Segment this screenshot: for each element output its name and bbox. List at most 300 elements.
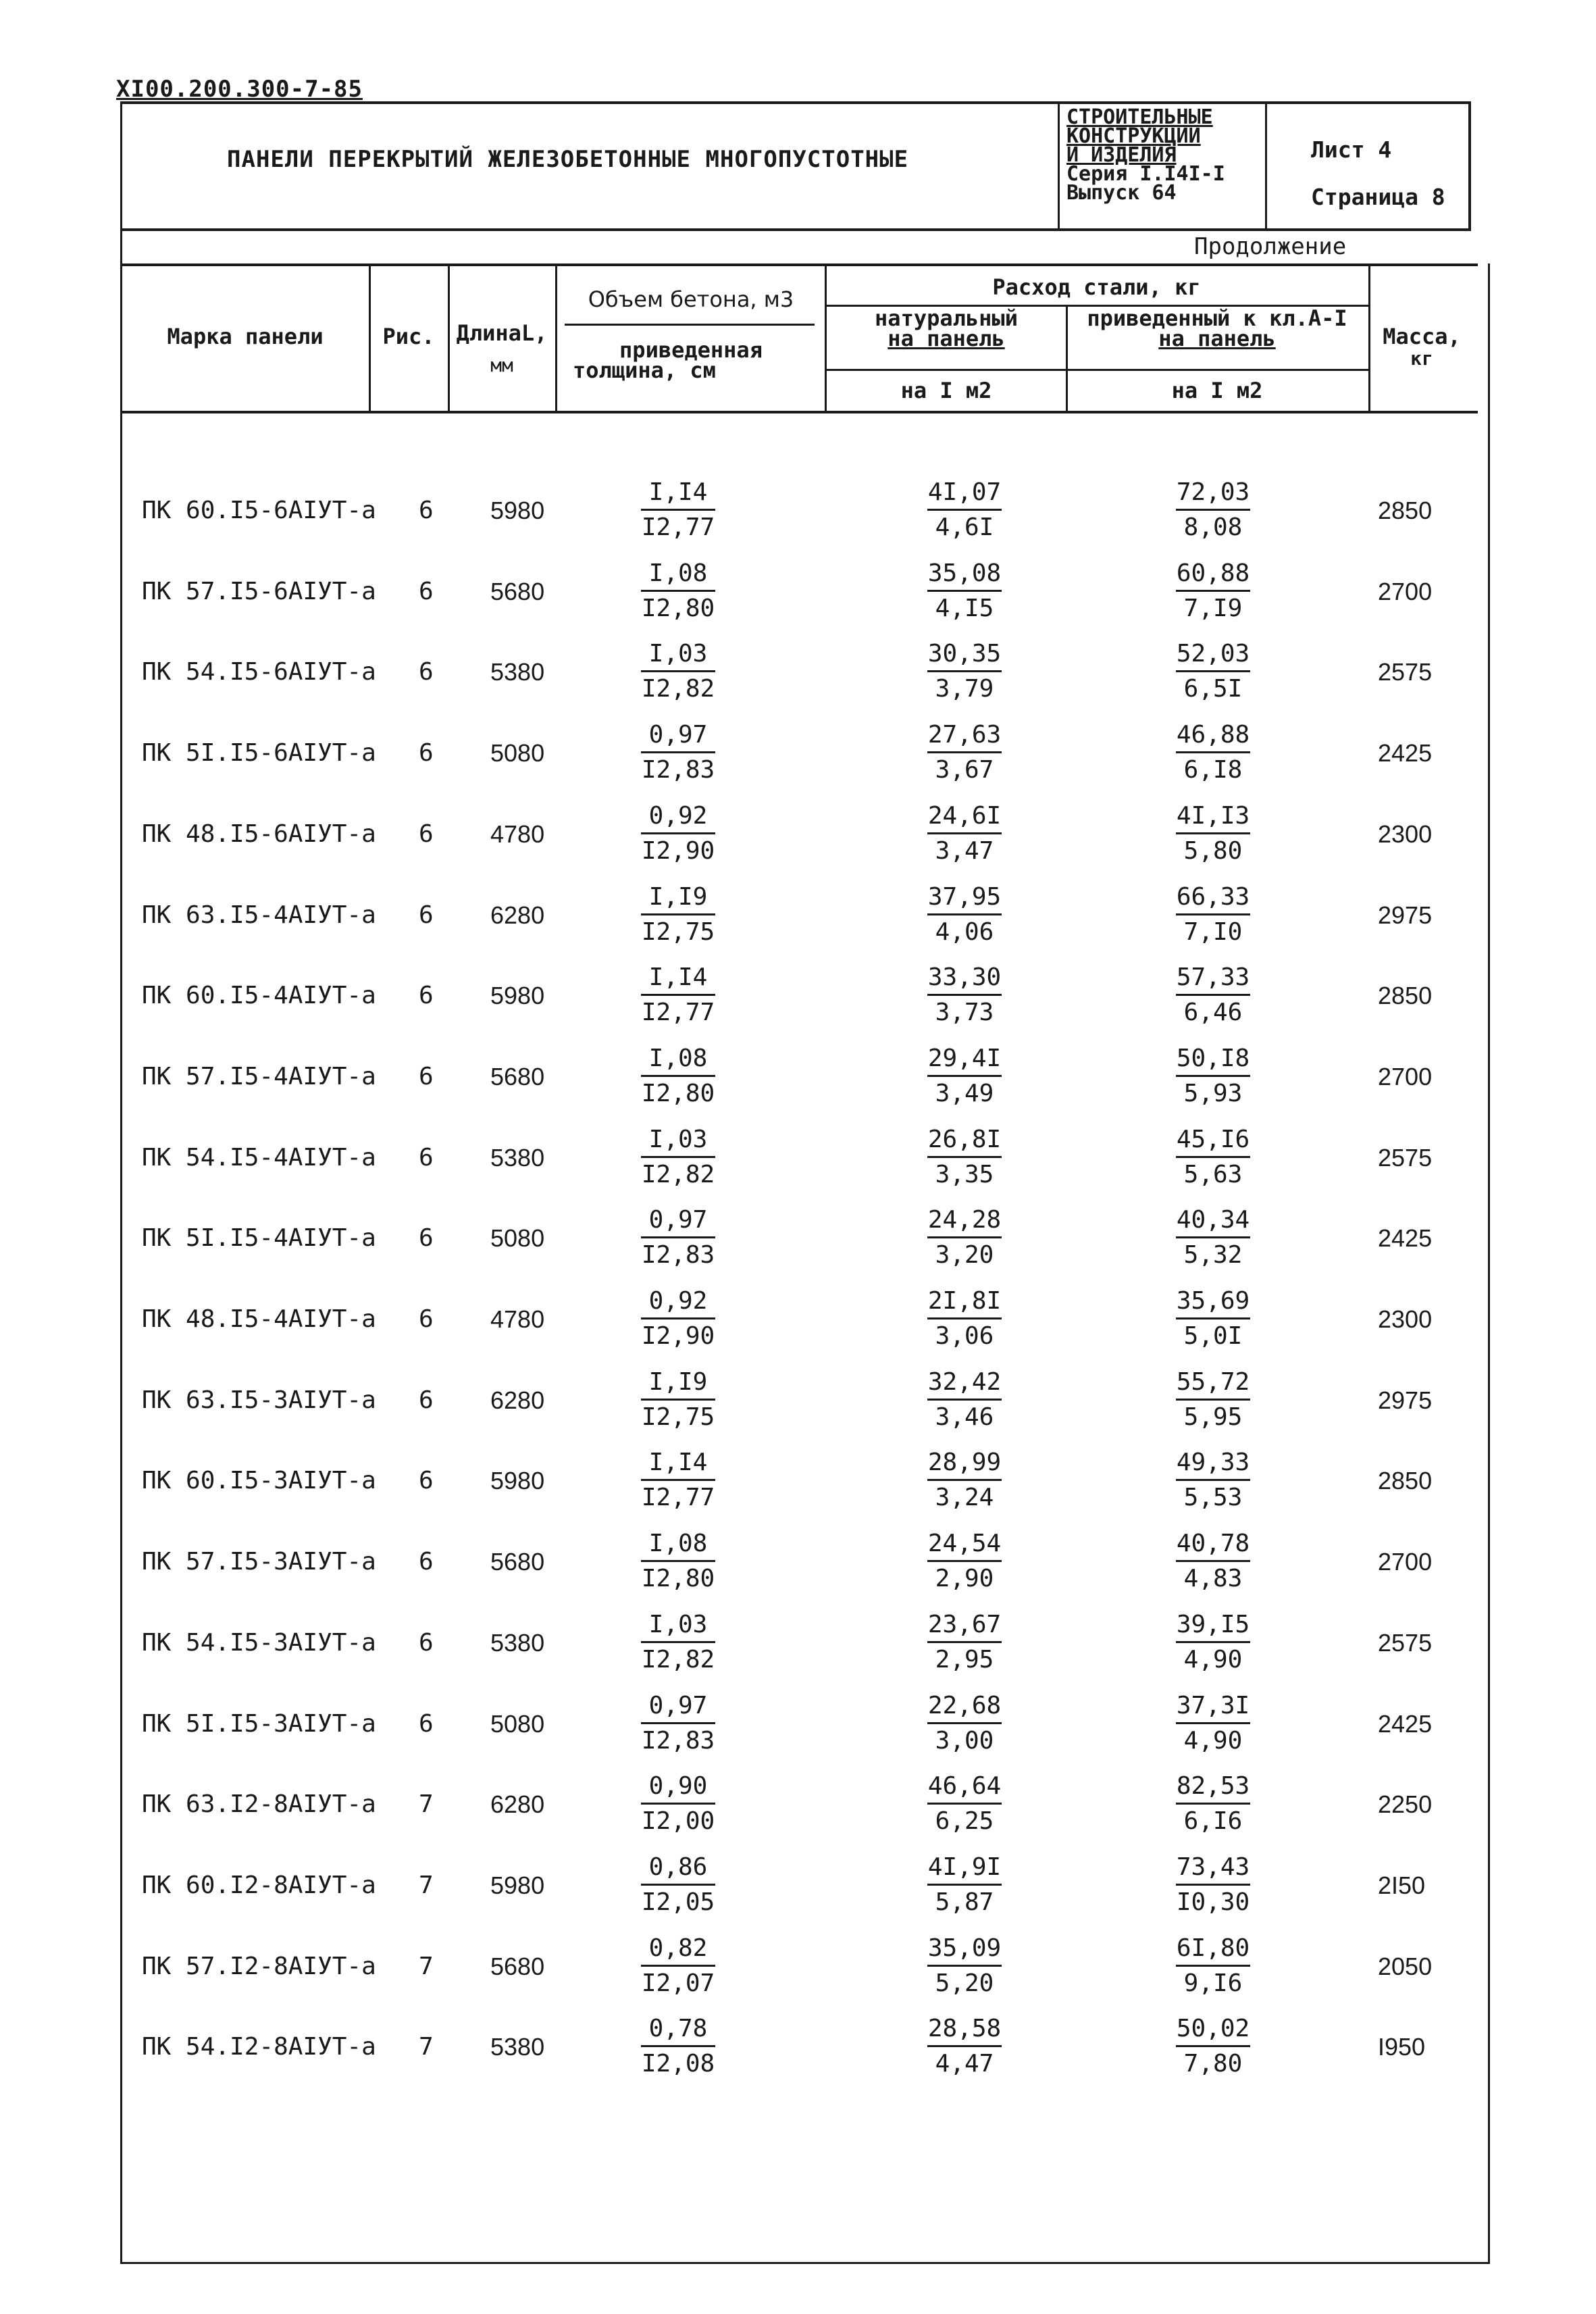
- natural-steel-per-panel: 30,35: [927, 640, 1002, 668]
- figure-number: 6: [419, 820, 434, 848]
- figure-number: 6: [419, 1467, 434, 1494]
- natural-steel-per-m2: 2,95: [935, 1646, 994, 1674]
- panel-length: 5380: [490, 1144, 545, 1172]
- natural-steel-per-m2: 3,73: [935, 999, 994, 1026]
- reduced-steel-per-panel: 55,72: [1176, 1368, 1250, 1396]
- figure-number: 7: [419, 1790, 434, 1818]
- natural-steel-per-m2: 5,20: [935, 1969, 994, 1997]
- panel-mass: 2850: [1378, 982, 1433, 1009]
- table-row: [0, 2013, 1596, 2080]
- reduced-thickness: I2,77: [641, 513, 715, 541]
- natural-steel-per-m2: 4,47: [935, 2050, 994, 2078]
- natural-steel-fraction: [897, 1609, 1032, 1677]
- header-length: ДлинаL,: [456, 320, 548, 346]
- panel-mass: 2425: [1378, 739, 1433, 767]
- reduced-steel-per-m2: 5,80: [1183, 837, 1243, 865]
- figure-number: 6: [419, 1063, 434, 1090]
- reduced-steel-fraction: [1145, 1690, 1281, 1758]
- natural-steel-fraction: [897, 1285, 1032, 1353]
- header-reduced-per-m2: на I м2: [1171, 378, 1263, 403]
- column-divider: [1066, 305, 1068, 411]
- reduced-steel-per-m2: 4,83: [1183, 1565, 1243, 1592]
- reduced-steel-per-m2: 8,08: [1183, 513, 1243, 541]
- reduced-steel-fraction: [1145, 1770, 1281, 1838]
- reduced-steel-per-panel: 57,33: [1176, 963, 1250, 991]
- panel-length: 5980: [490, 1871, 545, 1899]
- table-row: [0, 1204, 1596, 1272]
- reduced-thickness: I2,82: [641, 1646, 715, 1674]
- reduced-steel-fraction: [1145, 1932, 1281, 2001]
- panel-mass: 2050: [1378, 1953, 1433, 1980]
- concrete-volume-fraction: [611, 1204, 746, 1272]
- panel-mark: ПК 54.I2-8АIУТ-а: [142, 2033, 376, 2061]
- natural-steel-per-panel: 22,68: [927, 1692, 1002, 1719]
- panel-length: 5680: [490, 1063, 545, 1090]
- figure-number: 6: [419, 739, 434, 767]
- panel-mass: I950: [1378, 2033, 1426, 2061]
- concrete-volume: I,08: [648, 1530, 708, 1557]
- natural-steel-per-m2: 3,47: [935, 837, 994, 865]
- reduced-thickness: I2,05: [641, 1888, 715, 1916]
- header-reduced-steel: приведенный к кл.А-I на панель: [1087, 305, 1347, 351]
- panel-mark: ПК 57.I5-6АIУТ-а: [142, 578, 376, 605]
- header-mark: Марка панели: [167, 324, 324, 349]
- natural-steel-fraction: [897, 1042, 1032, 1111]
- panel-mass: 2575: [1378, 1144, 1433, 1172]
- header-reduced-thickness-unit: толщина, см: [573, 357, 716, 383]
- concrete-volume-fraction: [611, 1932, 746, 2001]
- panel-length: 5080: [490, 739, 545, 767]
- figure-number: 6: [419, 1629, 434, 1657]
- concrete-volume: I,I4: [648, 478, 708, 506]
- figure-number: 6: [419, 1548, 434, 1576]
- concrete-volume: I,I4: [648, 1449, 708, 1476]
- reduced-thickness: I2,08: [641, 2050, 715, 2078]
- figure-number: 7: [419, 2033, 434, 2061]
- natural-steel-fraction: [897, 1851, 1032, 1919]
- concrete-volume-fraction: [611, 1609, 746, 1677]
- natural-steel-per-m2: 3,67: [935, 756, 994, 784]
- panel-mass: 2575: [1378, 1629, 1433, 1657]
- reduced-steel-per-panel: 6I,80: [1176, 1934, 1250, 1962]
- natural-steel-fraction: [897, 1528, 1032, 1596]
- panel-mass: 2700: [1378, 1548, 1433, 1576]
- reduced-steel-per-m2: 5,63: [1183, 1161, 1243, 1188]
- reduced-steel-fraction: [1145, 1609, 1281, 1677]
- reduced-steel-per-panel: 40,78: [1176, 1530, 1250, 1557]
- header-natural-per-m2: на I м2: [900, 378, 992, 403]
- table-row: [0, 1042, 1596, 1110]
- panel-length: 5680: [490, 1548, 545, 1576]
- concrete-volume-fraction: [611, 800, 746, 868]
- panel-mark: ПК 60.I5-3АIУТ-а: [142, 1467, 376, 1494]
- concrete-volume: 0,86: [648, 1853, 708, 1881]
- reduced-steel-per-panel: 46,88: [1176, 721, 1250, 749]
- panel-mark: ПК 54.I5-6АIУТ-а: [142, 658, 376, 686]
- natural-steel-fraction: [897, 557, 1032, 626]
- reduced-thickness: I2,90: [641, 837, 715, 865]
- natural-steel-per-m2: 3,20: [935, 1241, 994, 1269]
- panel-mass: 2850: [1378, 1467, 1433, 1494]
- panel-length: 5980: [490, 982, 545, 1009]
- figure-number: 6: [419, 1224, 434, 1252]
- natural-steel-fraction: [897, 2013, 1032, 2081]
- concrete-volume: 0,97: [648, 1692, 708, 1719]
- reduced-steel-per-panel: 35,69: [1176, 1287, 1250, 1315]
- natural-steel-per-m2: 3,00: [935, 1727, 994, 1755]
- reduced-steel-per-m2: 7,80: [1183, 2050, 1243, 2078]
- panel-length: 6280: [490, 1386, 545, 1414]
- natural-steel-fraction: [897, 961, 1032, 1030]
- column-divider: [369, 266, 371, 411]
- reduced-steel-per-m2: 5,93: [1183, 1080, 1243, 1107]
- reduced-steel-per-m2: 5,95: [1183, 1403, 1243, 1431]
- reduced-steel-fraction: [1145, 800, 1281, 868]
- header-reduced-thickness: приведенная: [619, 337, 763, 363]
- panel-mark: ПК 57.I5-3АIУТ-а: [142, 1548, 376, 1576]
- reduced-steel-per-panel: 50,02: [1176, 2015, 1250, 2042]
- panel-mass: 2300: [1378, 820, 1433, 848]
- concrete-volume: 0,90: [648, 1772, 708, 1800]
- natural-steel-per-panel: 4I,9I: [927, 1853, 1002, 1881]
- natural-steel-per-m2: 6,25: [935, 1807, 994, 1835]
- figure-number: 6: [419, 901, 434, 929]
- figure-number: 7: [419, 1871, 434, 1899]
- reduced-steel-fraction: [1145, 2013, 1281, 2081]
- natural-steel-per-panel: 28,99: [927, 1449, 1002, 1476]
- natural-steel-per-m2: 3,24: [935, 1484, 994, 1511]
- panel-length: 6280: [490, 1790, 545, 1818]
- concrete-volume: I,03: [648, 1611, 708, 1638]
- column-divider: [555, 266, 557, 411]
- natural-steel-per-panel: 35,09: [927, 1934, 1002, 1962]
- column-divider: [448, 266, 450, 411]
- reduced-steel-per-panel: 45,I6: [1176, 1126, 1250, 1153]
- reduced-thickness: I2,77: [641, 1484, 715, 1511]
- concrete-volume-fraction: [611, 476, 746, 545]
- panel-mass: 2700: [1378, 578, 1433, 605]
- panel-length: 5980: [490, 1467, 545, 1494]
- reduced-steel-fraction: [1145, 476, 1281, 545]
- table-row: [0, 638, 1596, 705]
- panel-length: 5380: [490, 1629, 545, 1657]
- concrete-volume-fraction: [611, 961, 746, 1030]
- natural-steel-fraction: [897, 476, 1032, 545]
- panel-mass: 2300: [1378, 1305, 1433, 1333]
- panel-length: 5980: [490, 497, 545, 524]
- reduced-steel-fraction: [1145, 881, 1281, 949]
- figure-number: 6: [419, 497, 434, 524]
- reduced-thickness: I2,82: [641, 675, 715, 703]
- reduced-steel-per-panel: 39,I5: [1176, 1611, 1250, 1638]
- concrete-volume-fraction: [611, 881, 746, 949]
- continuation-label: Продолжение: [1194, 233, 1347, 260]
- panel-mark: ПК 57.I5-4АIУТ-а: [142, 1063, 376, 1090]
- concrete-volume: 0,92: [648, 802, 708, 830]
- reduced-thickness: I2,80: [641, 1565, 715, 1592]
- natural-steel-per-m2: 4,06: [935, 918, 994, 946]
- natural-steel-per-panel: 33,30: [927, 963, 1002, 991]
- panel-mass: 2425: [1378, 1710, 1433, 1738]
- natural-steel-fraction: [897, 1770, 1032, 1838]
- natural-steel-per-panel: 23,67: [927, 1611, 1002, 1638]
- natural-steel-per-m2: 2,90: [935, 1565, 994, 1592]
- reduced-steel-per-panel: 72,03: [1176, 478, 1250, 506]
- panel-mark: ПК 54.I5-3АIУТ-а: [142, 1629, 376, 1657]
- panel-length: 4780: [490, 820, 545, 848]
- natural-steel-per-panel: 4I,07: [927, 478, 1002, 506]
- reduced-thickness: I2,07: [641, 1969, 715, 1997]
- table-row: [0, 961, 1596, 1029]
- natural-steel-per-panel: 28,58: [927, 2015, 1002, 2042]
- concrete-volume: I,03: [648, 1126, 708, 1153]
- table-row: [0, 1932, 1596, 2000]
- panel-mark: ПК 48.I5-4АIУТ-а: [142, 1305, 376, 1333]
- concrete-volume-fraction: [611, 1851, 746, 1919]
- panel-mark: ПК 5I.I5-3АIУТ-а: [142, 1710, 376, 1738]
- natural-steel-per-panel: 26,8I: [927, 1126, 1002, 1153]
- natural-steel-per-panel: 32,42: [927, 1368, 1002, 1396]
- concrete-volume: 0,78: [648, 2015, 708, 2042]
- header-steel: Расход стали, кг: [992, 274, 1201, 300]
- title-block: [120, 101, 1471, 231]
- table-row: [0, 881, 1596, 949]
- concrete-volume-fraction: [611, 1770, 746, 1838]
- header-volume: Объем бетона, м3: [588, 286, 794, 312]
- reduced-steel-per-m2: 7,I9: [1183, 595, 1243, 622]
- reduced-thickness: I2,00: [641, 1807, 715, 1835]
- table-row: [0, 476, 1596, 544]
- reduced-steel-per-panel: 37,3I: [1176, 1692, 1250, 1719]
- natural-steel-per-m2: 3,79: [935, 675, 994, 703]
- panel-mark: ПК 54.I5-4АIУТ-а: [142, 1144, 376, 1172]
- panel-mark: ПК 48.I5-6АIУТ-а: [142, 820, 376, 848]
- reduced-steel-per-m2: 5,53: [1183, 1484, 1243, 1511]
- concrete-volume: I,I4: [648, 963, 708, 991]
- natural-steel-per-panel: 37,95: [927, 883, 1002, 911]
- figure-number: 6: [419, 982, 434, 1009]
- reduced-steel-per-panel: 50,I8: [1176, 1045, 1250, 1072]
- panel-mass: 2975: [1378, 1386, 1433, 1414]
- concrete-volume: 0,97: [648, 721, 708, 749]
- natural-steel-fraction: [897, 1932, 1032, 2001]
- reduced-steel-per-panel: 66,33: [1176, 883, 1250, 911]
- panel-mark: ПК 63.I5-3АIУТ-а: [142, 1386, 376, 1414]
- panel-length: 4780: [490, 1305, 545, 1333]
- reduced-steel-per-m2: 6,I6: [1183, 1807, 1243, 1835]
- reduced-steel-fraction: [1145, 638, 1281, 706]
- natural-steel-fraction: [897, 1447, 1032, 1515]
- concrete-volume: I,I9: [648, 883, 708, 911]
- reduced-thickness: I2,90: [641, 1322, 715, 1350]
- reduced-steel-fraction: [1145, 557, 1281, 626]
- reduced-thickness: I2,83: [641, 1727, 715, 1755]
- header-figure: Рис.: [382, 324, 435, 349]
- reduced-thickness: I2,83: [641, 1241, 715, 1269]
- reduced-steel-per-m2: 6,46: [1183, 999, 1243, 1026]
- frame-bottom-border: [120, 2262, 1490, 2264]
- natural-steel-per-m2: 3,06: [935, 1322, 994, 1350]
- reduced-steel-fraction: [1145, 1366, 1281, 1434]
- figure-number: 7: [419, 1953, 434, 1980]
- concrete-volume-fraction: [611, 1042, 746, 1111]
- table-row: [0, 719, 1596, 786]
- figure-number: 6: [419, 1710, 434, 1738]
- reduced-steel-per-panel: 52,03: [1176, 640, 1250, 668]
- reduced-steel-per-panel: 73,43: [1176, 1853, 1250, 1881]
- panel-mark: ПК 5I.I5-6АIУТ-а: [142, 739, 376, 767]
- natural-steel-per-m2: 3,49: [935, 1080, 994, 1107]
- natural-steel-per-panel: 2I,8I: [927, 1287, 1002, 1315]
- table-row: [0, 557, 1596, 625]
- figure-number: 6: [419, 1386, 434, 1414]
- page-number: Страница 8: [1311, 184, 1445, 210]
- concrete-volume-fraction: [611, 1690, 746, 1758]
- reduced-steel-fraction: [1145, 1124, 1281, 1192]
- reduced-steel-per-panel: 82,53: [1176, 1772, 1250, 1800]
- natural-steel-fraction: [897, 1124, 1032, 1192]
- series-line: И ИЗДЕЛИЯ: [1066, 143, 1177, 167]
- panel-length: 6280: [490, 901, 545, 929]
- panel-mark: ПК 60.I5-6АIУТ-а: [142, 497, 376, 524]
- table-row: [0, 1366, 1596, 1434]
- reduced-steel-fraction: [1145, 1042, 1281, 1111]
- reduced-steel-fraction: [1145, 1204, 1281, 1272]
- figure-number: 6: [419, 1305, 434, 1333]
- figure-number: 6: [419, 658, 434, 686]
- natural-steel-per-panel: 35,08: [927, 559, 1002, 587]
- reduced-steel-per-m2: 5,32: [1183, 1241, 1243, 1269]
- panel-mark: ПК 60.I5-4АIУТ-а: [142, 982, 376, 1009]
- header-natural: натуральный на панель: [875, 305, 1018, 351]
- natural-steel-fraction: [897, 1366, 1032, 1434]
- reduced-steel-per-panel: 60,88: [1176, 559, 1250, 587]
- reduced-steel-fraction: [1145, 1447, 1281, 1515]
- concrete-volume: 0,82: [648, 1934, 708, 1962]
- panel-length: 5080: [490, 1710, 545, 1738]
- header-rule: [565, 324, 815, 326]
- table-row: [0, 1609, 1596, 1676]
- reduced-steel-per-panel: 49,33: [1176, 1449, 1250, 1476]
- figure-number: 6: [419, 1144, 434, 1172]
- concrete-volume-fraction: [611, 1124, 746, 1192]
- panel-mass: 2575: [1378, 658, 1433, 686]
- natural-steel-fraction: [897, 800, 1032, 868]
- reduced-steel-fraction: [1145, 1528, 1281, 1596]
- concrete-volume-fraction: [611, 719, 746, 787]
- header-mass: Масса,: [1383, 324, 1461, 349]
- reduced-thickness: I2,80: [641, 595, 715, 622]
- reduced-steel-per-m2: 6,5I: [1183, 675, 1243, 703]
- natural-steel-fraction: [897, 881, 1032, 949]
- header-length-unit: мм: [490, 354, 513, 376]
- concrete-volume: I,03: [648, 640, 708, 668]
- panel-mark: ПК 57.I2-8АIУТ-а: [142, 1953, 376, 1980]
- natural-steel-fraction: [897, 1204, 1032, 1272]
- reduced-steel-per-m2: 4,90: [1183, 1646, 1243, 1674]
- panel-length: 5680: [490, 1953, 545, 1980]
- concrete-volume-fraction: [611, 1366, 746, 1434]
- natural-steel-per-panel: 24,54: [927, 1530, 1002, 1557]
- panel-mark: ПК 63.I5-4АIУТ-а: [142, 901, 376, 929]
- panel-mark: ПК 5I.I5-4АIУТ-а: [142, 1224, 376, 1252]
- reduced-steel-fraction: [1145, 1851, 1281, 1919]
- natural-steel-per-panel: 29,4I: [927, 1045, 1002, 1072]
- series-line: Выпуск 64: [1066, 181, 1177, 205]
- panel-mass: 2I50: [1378, 1871, 1426, 1899]
- reduced-steel-per-m2: I0,30: [1176, 1888, 1250, 1916]
- concrete-volume: I,08: [648, 559, 708, 587]
- reduced-steel-per-panel: 4I,I3: [1176, 802, 1250, 830]
- table-row: [0, 1124, 1596, 1191]
- table-row: [0, 800, 1596, 867]
- natural-steel-per-m2: 3,46: [935, 1403, 994, 1431]
- reduced-thickness: I2,80: [641, 1080, 715, 1107]
- concrete-volume-fraction: [611, 1528, 746, 1596]
- panel-mass: 2250: [1378, 1790, 1433, 1818]
- panel-length: 5380: [490, 2033, 545, 2061]
- reduced-steel-per-m2: 6,I8: [1183, 756, 1243, 784]
- concrete-volume-fraction: [611, 2013, 746, 2081]
- table-row: [0, 1528, 1596, 1595]
- natural-steel-per-m2: 4,6I: [935, 513, 994, 541]
- reduced-steel-fraction: [1145, 961, 1281, 1030]
- reduced-thickness: I2,77: [641, 999, 715, 1026]
- series-info: [1058, 104, 1267, 228]
- reduced-thickness: I2,75: [641, 918, 715, 946]
- natural-steel-per-panel: 46,64: [927, 1772, 1002, 1800]
- concrete-volume: 0,97: [648, 1206, 708, 1234]
- natural-steel-fraction: [897, 638, 1032, 706]
- panel-length: 5380: [490, 658, 545, 686]
- concrete-volume-fraction: [611, 557, 746, 626]
- concrete-volume-fraction: [611, 1447, 746, 1515]
- natural-steel-fraction: [897, 1690, 1032, 1758]
- table-row: [0, 1851, 1596, 1919]
- series-line: Серия I.I4I-I: [1066, 162, 1225, 186]
- natural-steel-per-panel: 27,63: [927, 721, 1002, 749]
- panel-mark: ПК 63.I2-8АIУТ-а: [142, 1790, 376, 1818]
- natural-steel-per-panel: 24,6I: [927, 802, 1002, 830]
- concrete-volume: I,I9: [648, 1368, 708, 1396]
- column-divider: [1368, 266, 1370, 411]
- sheet-number: Лист 4: [1311, 136, 1392, 163]
- figure-number: 6: [419, 578, 434, 605]
- reduced-steel-per-m2: 7,I0: [1183, 918, 1243, 946]
- panel-mass: 2425: [1378, 1224, 1433, 1252]
- natural-steel-per-m2: 5,87: [935, 1888, 994, 1916]
- panel-length: 5080: [490, 1224, 545, 1252]
- table-header: [120, 263, 1478, 413]
- panel-mass: 2975: [1378, 901, 1433, 929]
- panel-length: 5680: [490, 578, 545, 605]
- panel-mass: 2700: [1378, 1063, 1433, 1090]
- reduced-steel-per-m2: 4,90: [1183, 1727, 1243, 1755]
- header-rule: [825, 369, 1368, 371]
- panel-mark: ПК 60.I2-8АIУТ-а: [142, 1871, 376, 1899]
- series-line: СТРОИТЕЛЬНЫЕ: [1066, 105, 1213, 129]
- reduced-thickness: I2,75: [641, 1403, 715, 1431]
- document-code: XI00.200.300-7-85: [116, 76, 363, 103]
- reduced-thickness: I2,82: [641, 1161, 715, 1188]
- series-line: КОНСТРУКЦИИ: [1066, 124, 1201, 148]
- reduced-steel-per-m2: 5,0I: [1183, 1322, 1243, 1350]
- reduced-steel-per-m2: 9,I6: [1183, 1969, 1243, 1997]
- concrete-volume: 0,92: [648, 1287, 708, 1315]
- table-row: [0, 1447, 1596, 1514]
- header-mass-unit: кг: [1410, 347, 1433, 370]
- concrete-volume: I,08: [648, 1045, 708, 1072]
